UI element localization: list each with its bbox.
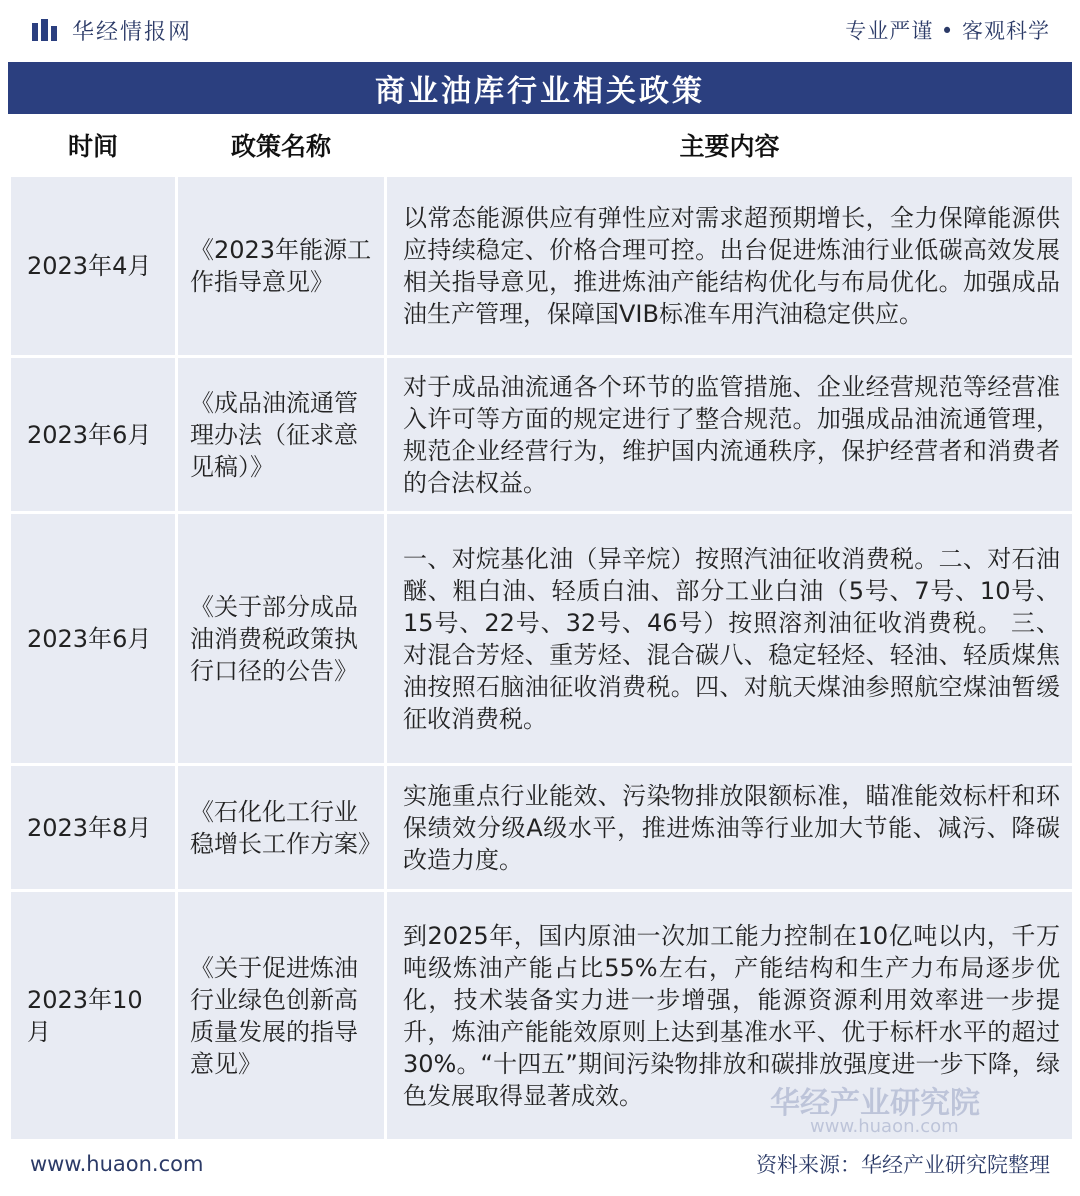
table-header-row: [10, 115, 1074, 176]
row-time: 2023年6月: [10, 357, 177, 513]
row-content: 一、对烷基化油（异辛烷）按照汽油征收消费税。二、对石油醚、粗白油、轻质白油、部分工业白油（5号、7号、10号、15号、22号、32号、46号）按照溶剂油征收消费税。 三、对混合芳烃、重芳烃、混合碳八、稳定轻烃、轻油、轻质煤焦油按照石脑油征收消费税。四、对航天煤油参照航空煤油暂缓征收消费税。: [386, 513, 1074, 765]
row-content: 到2025年，国内原油一次加工能力控制在10亿吨以内，千万吨级炼油产能占比55%左右，产能结构和生产力布局逐步优化，技术装备实力进一步增强，能源资源利用效率进一步提升，炼油产能能效原则上达到基准水平、优于标杆水平的超过30%。“十四五”期间污染物排放和碳排放强度进一步下降，绿色发展取得显著成效。: [386, 891, 1074, 1141]
brand-name: 华经情报网: [72, 19, 193, 45]
footer-url-link[interactable]: www.huaon.com: [30, 1152, 204, 1176]
brand[interactable]: [32, 15, 192, 46]
row-time: 2023年6月: [10, 513, 177, 765]
row-content: 实施重点行业能效、污染物排放限额标准，瞄准能效标杆和环保绩效分级A级水平，推进炼油等行业加大节能、减污、降碳改造力度。: [386, 765, 1074, 891]
table-row: [10, 891, 1074, 1141]
row-time: 2023年10月: [10, 891, 177, 1141]
row-content: 对于成品油流通各个环节的监管措施、企业经营规范等经营准入许可等方面的规定进行了整合规范。加强成品油流通管理，规范企业经营行为，维护国内流通秩序，保护经营者和消费者的合法权益。: [386, 357, 1074, 513]
row-policy-name: 《石化化工行业稳增长工作方案》: [177, 765, 386, 891]
header-bar: [0, 0, 1080, 60]
row-policy-name: 《关于促进炼油行业绿色创新高质量发展的指导意见》: [177, 891, 386, 1141]
column-header-time: 时间: [10, 115, 177, 176]
column-header-content: 主要内容: [386, 115, 1074, 176]
footer: [0, 1146, 1080, 1182]
row-time: 2023年4月: [10, 176, 177, 357]
logo-icon: [32, 19, 58, 41]
column-header-policy-name: 政策名称: [177, 115, 386, 176]
row-policy-name: 《关于部分成品油消费税政策执行口径的公告》: [177, 513, 386, 765]
row-policy-name: 《2023年能源工作指导意见》: [177, 176, 386, 357]
table-row: [10, 513, 1074, 765]
row-policy-name: 《成品油流通管理办法（征求意见稿）》: [177, 357, 386, 513]
row-content: 以常态能源供应有弹性应对需求超预期增长，全力保障能源供应持续稳定、价格合理可控。出台促进炼油行业低碳高效发展相关指导意见，推进炼油产能结构优化与布局优化。加强成品油生产管理，保障国VIB标准车用汽油稳定供应。: [386, 176, 1074, 357]
table-row: [10, 765, 1074, 891]
policy-table: [8, 114, 1075, 1142]
page-title: 商业油库行业相关政策: [8, 62, 1072, 114]
table-row: [10, 176, 1074, 357]
watermark-text: 华经产业研究院: [770, 1086, 980, 1121]
source-note: 资料来源：华经产业研究院整理: [756, 1153, 1050, 1177]
watermark-url: www.huaon.com: [810, 1116, 959, 1137]
slogan: 专业严谨 • 客观科学: [845, 19, 1050, 43]
row-time: 2023年8月: [10, 765, 177, 891]
table-row: [10, 357, 1074, 513]
